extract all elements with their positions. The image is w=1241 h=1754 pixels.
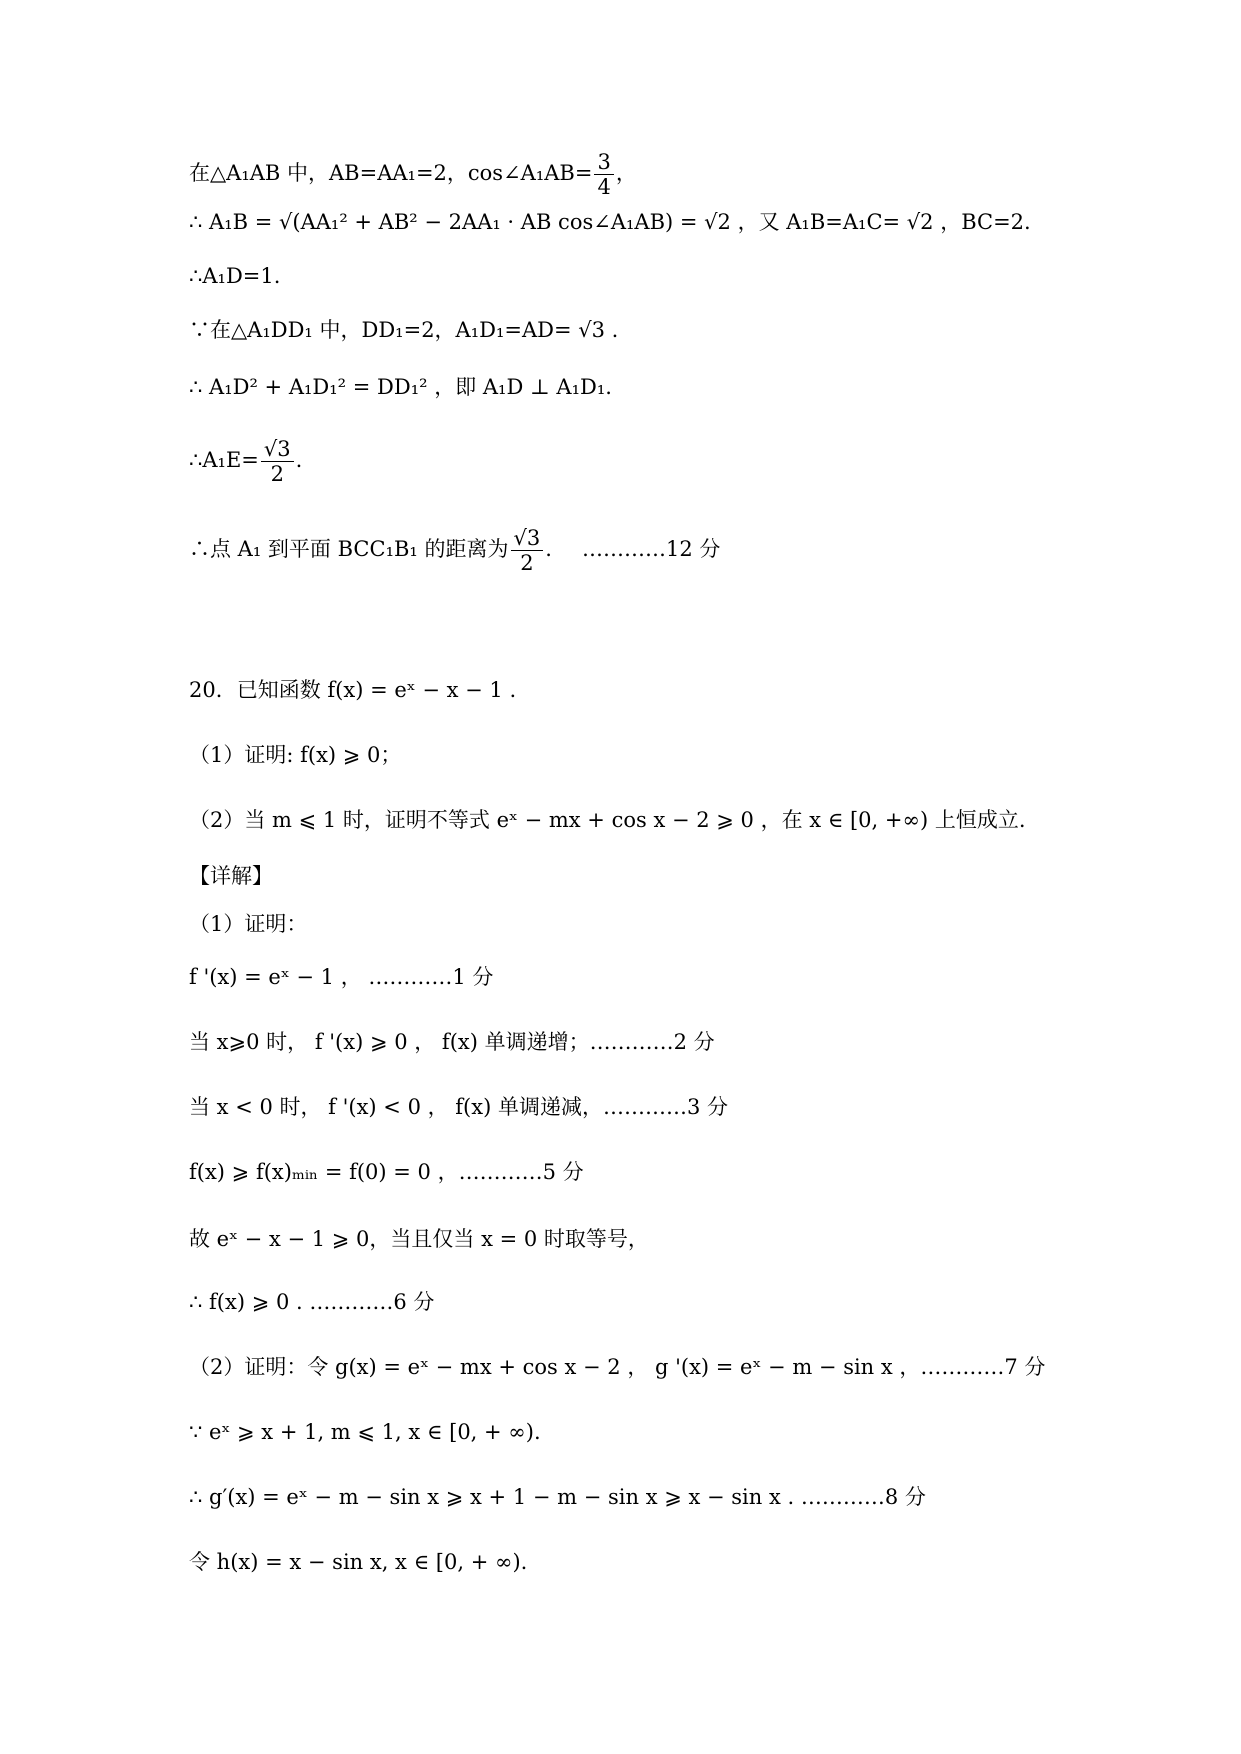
solution-part2-line-1: （2）证明：令 g(x) = eˣ − mx + cos x − 2 ， g '(x) = eˣ − m − sin x ，…………7 分 — [189, 1355, 1046, 1379]
line-7: ∴点 A₁ 到平面 BCC₁B₁ 的距离为 $\frac{√3}{2}$ . …………12 分 — [189, 526, 721, 575]
fraction-distance: $\frac{√3}{2}$ — [511, 526, 544, 575]
solution-heading: 【详解】 — [189, 864, 273, 888]
problem-20-part2: （2）当 m ⩽ 1 时，证明不等式 eˣ − mx + cos x − 2 ⩾ 0 ，在 x ∈ [0, +∞) 上恒成立. — [189, 808, 1026, 832]
line-5: ∴ A₁D² + A₁D₁² = DD₁² ，即 A₁D ⊥ A₁D₁. — [189, 375, 612, 399]
line-3: ∴A₁D=1. — [189, 264, 281, 288]
solution-part2-line-3: ∴ g′(x) = eˣ − m − sin x ⩾ x + 1 − m − sin x ⩾ x − sin x . …………8 分 — [189, 1485, 926, 1509]
solution-line-1: f '(x) = eˣ − 1 ， …………1 分 — [189, 965, 494, 989]
solution-line-5: 故 eˣ − x − 1 ⩾ 0，当且仅当 x = 0 时取等号， — [189, 1227, 649, 1251]
fraction-sqrt3-2: $\frac{√3}{2}$ — [261, 437, 294, 486]
solution-line-6: ∴ f(x) ⩾ 0 . …………6 分 — [189, 1290, 435, 1314]
solution-line-2: 当 x⩾0 时， f '(x) ⩾ 0 ， f(x) 单调递增；…………2 分 — [189, 1030, 715, 1054]
line-4: ∵在△A₁DD₁ 中，DD₁=2，A₁D₁=AD= √3 . — [189, 318, 619, 342]
score-12: …………12 分 — [581, 537, 721, 561]
solution-part2-line-4: 令 h(x) = x − sin x, x ∈ [0, + ∞). — [189, 1550, 528, 1574]
line-6: ∴A₁E= $\frac{√3}{2}$ . — [189, 437, 303, 486]
line-1: 在△A₁AB 中，AB=AA₁=2，cos∠A₁AB= $\frac{3}{4}$ ， — [189, 150, 637, 199]
problem-20-part1: （1）证明: f(x) ⩾ 0； — [189, 743, 402, 767]
solution-line-3: 当 x < 0 时， f '(x) < 0 ， f(x) 单调递减，…………3 分 — [189, 1095, 728, 1119]
line-2: ∴ A₁B = √(AA₁² + AB² − 2AA₁ · AB cos∠A₁AB) = √2 ，又 A₁B=A₁C= √2 ，BC=2. — [189, 210, 1031, 234]
problem-20-title: 20．已知函数 f(x) = eˣ − x − 1 . — [189, 678, 517, 702]
fraction-3-4: $\frac{3}{4}$ — [594, 150, 613, 199]
solution-line-4: f(x) ⩾ f(x)ₘᵢₙ = f(0) = 0 ，…………5 分 — [189, 1160, 584, 1184]
solution-part2-line-2: ∵ eˣ ⩾ x + 1, m ⩽ 1, x ∈ [0, + ∞). — [189, 1420, 541, 1444]
solution-part1-label: （1）证明： — [189, 912, 308, 936]
